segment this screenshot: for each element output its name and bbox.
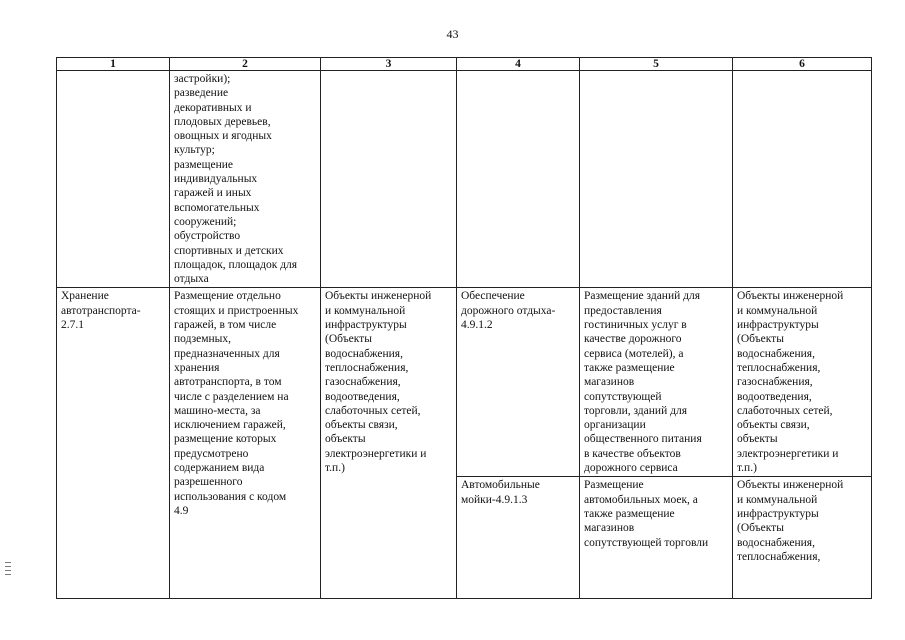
scan-margin-mark xyxy=(5,562,11,580)
column-header: 5 xyxy=(580,58,733,71)
table-cell-conditional-description: Размещение автомобильных моек, а также размещение магазинов сопутствующей торговли xyxy=(580,477,733,599)
table-cell-conditional-use: Автомобильные мойки-4.9.1.3 xyxy=(457,477,580,599)
table-row-continuation xyxy=(57,71,872,288)
column-header: 1 xyxy=(57,58,170,71)
table-cell xyxy=(321,71,457,288)
table-header-row xyxy=(57,58,872,71)
table-cell xyxy=(457,71,580,288)
table-cell-conditional-use: Обеспечение дорожного отдыха- 4.9.1.2 xyxy=(457,288,580,477)
table-cell-description: Размещение отдельно стоящих и пристроенных гаражей, в том числе подземных, предназначенных для хранения автотранспорта, в том числе с разделением на машино-места, за исключением гаражей, размещение которых предусмотрено содержанием вида разрешенного использования с кодом 4.9 xyxy=(170,288,321,599)
column-header: 4 xyxy=(457,58,580,71)
table-row-storage xyxy=(57,288,872,477)
table-cell xyxy=(57,71,170,288)
table-cell-infrastructure: Объекты инженерной и коммунальной инфраструктуры (Объекты водоснабжения, теплоснабжения, газоснабжения, водоотведения, слаботочных сетей, объекты связи, объекты электроэнергетики и т.п.) xyxy=(321,288,457,599)
table-cell xyxy=(733,71,872,288)
table-cell-conditional-infrastructure: Объекты инженерной и коммунальной инфраструктуры (Объекты водоснабжения, теплоснабжения, xyxy=(733,477,872,599)
page-number: 43 xyxy=(446,27,459,41)
table-cell-conditional-infrastructure: Объекты инженерной и коммунальной инфраструктуры (Объекты водоснабжения, теплоснабжения, газоснабжения, водоотведения, слаботочных сетей, объекты связи, объекты электроэнергетики и т.п.) xyxy=(733,288,872,477)
table-cell-use-code: Хранение автотранспорта- 2.7.1 xyxy=(57,288,170,599)
column-header: 6 xyxy=(733,58,872,71)
column-header: 3 xyxy=(321,58,457,71)
table-cell xyxy=(580,71,733,288)
table-cell-conditional-description: Размещение зданий для предоставления гостиничных услуг в качестве дорожного сервиса (мотелей), а также размещение магазинов сопутствующей торговли, зданий для организации общественного питания в качестве объектов дорожного сервиса xyxy=(580,288,733,477)
table-cell: застройки); разведение декоративных и плодовых деревьев, овощных и ягодных культур; размещение индивидуальных гаражей и иных вспомогательных сооружений; обустройство спортивных и детских площадок, площадок для отдыха xyxy=(170,71,321,288)
land-use-table xyxy=(56,57,872,599)
column-header: 2 xyxy=(170,58,321,71)
